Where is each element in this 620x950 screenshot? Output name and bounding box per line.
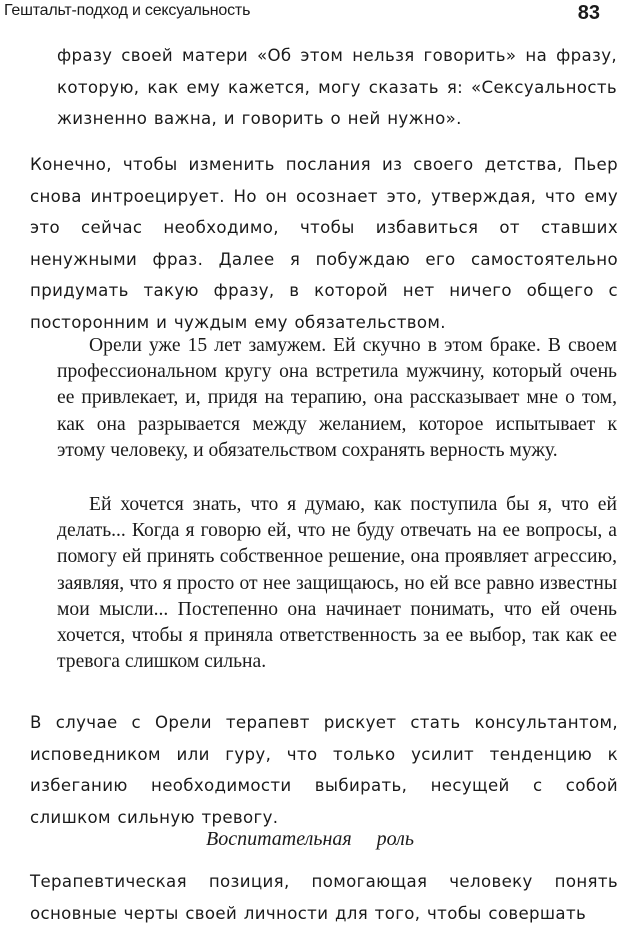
case-example-paragraph: Орели уже 15 лет замужем. Ей скучно в этом браке. В своем профессиональном кругу она встретила мужчину, который очень ее привлекает, и, придя на терапию, она рассказывает мне о том, как она разрывается между желанием, которое испытывает к этому человеку, и обязательством сохранять верность мужу.	[57, 335, 617, 461]
page-number: 83	[577, 2, 600, 24]
section-heading: Воспитательная роль	[206, 828, 414, 850]
quote-continuation-paragraph: фразу своей матери «Об этом нельзя говорить» на фразу, которую, как ему кажется, могу сказать я: «Сексуальность жизненно важна, и говорить о ней нужно».	[57, 46, 617, 128]
body-paragraph: Терапевтическая позиция, помогающая человеку понять основные черты своей личности для того, чтобы совершать	[30, 872, 618, 923]
body-paragraph: В случае с Орели терапевт рискует стать консультантом, исповедником или гуру, что только усилит тенденцию к избеганию необходимости выбирать, несущей с собой слишком сильную тревогу.	[30, 713, 618, 827]
running-header-title: Гештальт-подход и сексуальность	[4, 2, 251, 19]
case-example-paragraph: Ей хочется знать, что я думаю, как поступила бы я, что ей делать... Когда я говорю ей, что не буду отвечать на ее вопросы, а помогу ей принять собственное решение, она проявляет агрессию, заявляя, что я просто от нее защищаюсь, но ей все равно известны мои мысли... Постепенно она начинает понимать, что ей очень хочется, чтобы я приняла ответственность за ее выбор, так как ее тревога слишком сильна.	[57, 494, 617, 673]
body-paragraph: Конечно, чтобы изменить послания из своего детства, Пьер снова интроецирует. Но он осознает это, утверждая, что ему это сейчас необходимо, чтобы избавиться от ставших ненужными фраз. Далее я побуждаю его самостоятельно придумать такую фразу, в которой нет ничего общего с посторонним и чуждым ему обязательством.	[30, 155, 618, 332]
